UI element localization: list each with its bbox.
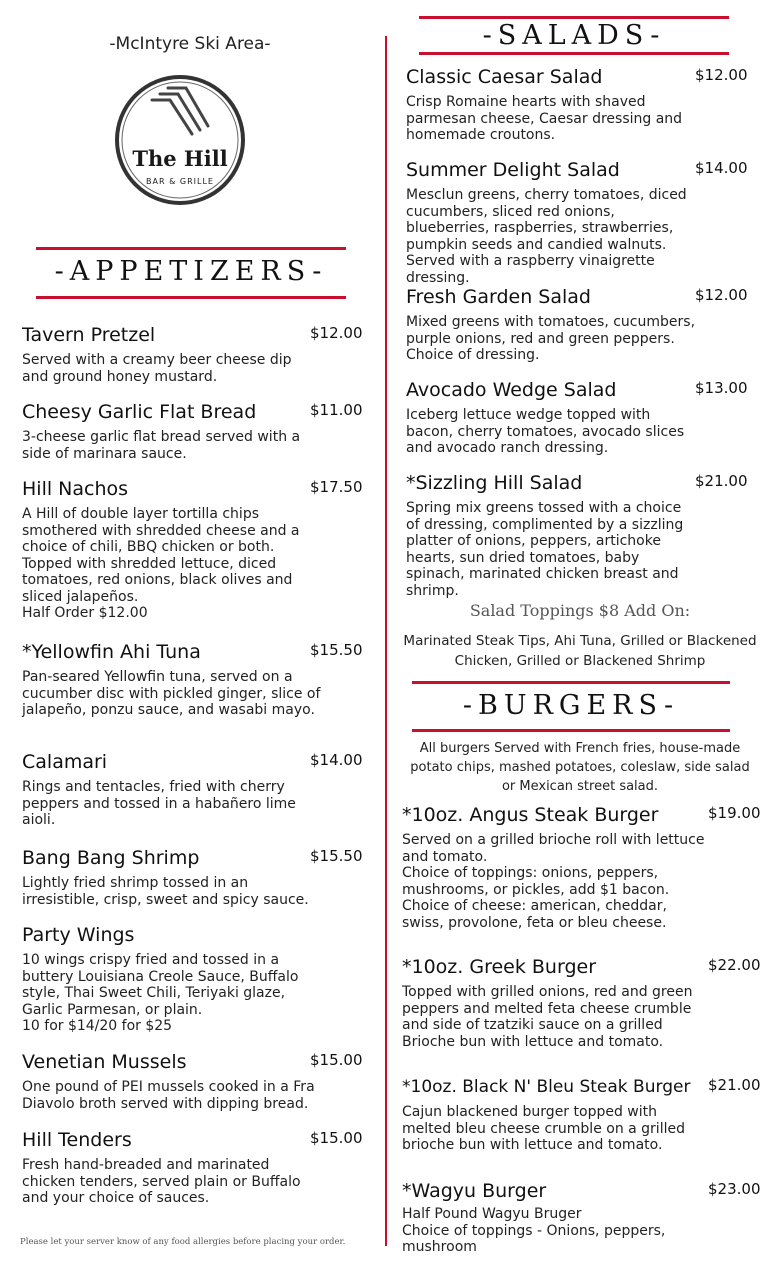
item-name: Bang Bang Shrimp xyxy=(22,847,200,869)
item-name: Venetian Mussels xyxy=(22,1051,187,1073)
item-price: $21.00 xyxy=(708,1076,761,1094)
item-price: $14.00 xyxy=(695,159,748,177)
item-extra: 10 for $14/20 for $25 xyxy=(22,1018,173,1034)
item-description: Fresh hand-breaded and marinated chicken tenders, served plain or Buffalo and your choice of sauces. xyxy=(22,1157,301,1206)
item-name: Cheesy Garlic Flat Bread xyxy=(22,401,257,423)
item-name: Hill Tenders xyxy=(22,1129,132,1151)
item-price: $13.00 xyxy=(695,379,748,397)
section-rule xyxy=(419,16,729,19)
menu-item xyxy=(22,1129,362,1207)
section-rule xyxy=(36,296,346,299)
menu-item xyxy=(22,1051,362,1112)
item-price: $15.00 xyxy=(310,1129,363,1147)
menu-item xyxy=(22,478,362,622)
item-description: Half Pound Wagyu Bruger xyxy=(402,1206,582,1222)
menu-item xyxy=(402,956,761,1050)
item-name: *10oz. Black N' Bleu Steak Burger xyxy=(402,1077,691,1097)
section-rule xyxy=(36,247,346,250)
logo xyxy=(110,64,250,214)
menu-item xyxy=(402,1076,761,1154)
item-price: $15.00 xyxy=(310,1051,363,1069)
item-description: Served on a grilled brioche roll with lettuce and tomato. xyxy=(402,832,705,865)
item-description: Mesclun greens, cherry tomatoes, diced cucumbers, sliced red onions, blueberries, raspberries, strawberries, pumpkin seeds and candied walnuts. Served with a raspberry vinaigrette dressing. xyxy=(406,187,687,286)
item-name: *Wagyu Burger xyxy=(402,1180,547,1202)
item-description: Crisp Romaine hearts with shaved parmesan cheese, Caesar dressing and homemade croutons. xyxy=(406,94,683,143)
item-price: $12.00 xyxy=(310,324,363,342)
menu-item xyxy=(406,286,746,364)
item-price: $14.00 xyxy=(310,751,363,769)
item-price: $12.00 xyxy=(695,286,748,304)
item-name: *10oz. Greek Burger xyxy=(402,956,597,978)
item-description: 3-cheese garlic flat bread served with a side of marinara sauce. xyxy=(22,429,301,462)
salad-toppings-list: Marinated Steak Tips, Ahi Tuna, Grilled or Blackened Chicken, Grilled or Blackened Shrimp xyxy=(403,633,757,669)
logo-circle-icon xyxy=(110,64,250,214)
burgers-note: All burgers Served with French fries, house-made potato chips, mashed potatoes, coleslaw, side salad or Mexican street salad. xyxy=(410,741,750,794)
item-name: Party Wings xyxy=(22,924,135,946)
venue-name: -McIntyre Ski Area- xyxy=(109,34,271,54)
section-rule xyxy=(412,729,730,732)
menu-item xyxy=(22,924,362,1035)
section-rule xyxy=(419,52,729,55)
item-price: $21.00 xyxy=(695,472,748,490)
item-name: Fresh Garden Salad xyxy=(406,286,591,308)
salads-title: -SALADS- xyxy=(482,20,666,51)
item-extra: Half Order $12.00 xyxy=(22,605,148,621)
menu-item xyxy=(406,472,746,599)
menu-item xyxy=(406,66,746,144)
menu-item xyxy=(402,1180,761,1256)
item-description: 10 wings crispy fried and tossed in a buttery Louisiana Creole Sauce, Buffalo style, Thai Sweet Chili, Teriyaki glaze, Garlic Parmesan, or plain. xyxy=(22,952,299,1018)
item-extra: Choice of toppings: onions, peppers, mushrooms, or pickles, add $1 bacon. Choice of cheese: american, cheddar, swiss, provolone, feta or bleu cheese. xyxy=(402,865,670,931)
item-price: $15.50 xyxy=(310,641,363,659)
menu-item xyxy=(22,847,362,908)
item-name: *Yellowfin Ahi Tuna xyxy=(22,641,201,663)
item-description: A Hill of double layer tortilla chips smothered with shredded cheese and a choice of chili, BBQ chicken or both. Topped with shredded lettuce, diced tomatoes, red onions, black olives and sliced jalapeños. xyxy=(22,506,300,605)
item-description: Lightly fried shrimp tossed in an irresistible, crisp, sweet and spicy sauce. xyxy=(22,875,309,908)
item-name: *10oz. Angus Steak Burger xyxy=(402,804,659,826)
item-description: Served with a creamy beer cheese dip and ground honey mustard. xyxy=(22,352,292,385)
item-price: $23.00 xyxy=(708,1180,761,1198)
allergy-note: Please let your server know of any food allergies before placing your order. xyxy=(20,1237,346,1247)
section-rule xyxy=(412,681,730,684)
burgers-title: -BURGERS- xyxy=(462,690,680,721)
menu-item xyxy=(402,804,761,931)
menu-item xyxy=(22,641,362,719)
item-description: Rings and tentacles, fried with cherry peppers and tossed in a habañero lime aioli. xyxy=(22,779,296,828)
logo-name: The Hill xyxy=(132,146,228,171)
item-description: Topped with grilled onions, red and green peppers and melted feta cheese crumble and side of tzatziki sauce on a grilled Brioche bun with lettuce and tomato. xyxy=(402,984,693,1050)
item-description: Pan-seared Yellowfin tuna, served on a cucumber disc with pickled ginger, slice of jalapeño, ponzu sauce, and wasabi mayo. xyxy=(22,669,321,718)
item-price: $12.00 xyxy=(695,66,748,84)
item-name: Calamari xyxy=(22,751,108,773)
item-name: Summer Delight Salad xyxy=(406,159,620,181)
item-price: $15.50 xyxy=(310,847,363,865)
menu-item xyxy=(406,379,746,457)
column-divider xyxy=(385,36,387,1246)
item-description: Cajun blackened burger topped with melted bleu cheese crumble on a grilled brioche bun with lettuce and tomato. xyxy=(402,1104,685,1153)
item-name: Classic Caesar Salad xyxy=(406,66,603,88)
item-price: $11.00 xyxy=(310,401,363,419)
item-description: Iceberg lettuce wedge topped with bacon, cherry tomatoes, avocado slices and avocado ranch dressing. xyxy=(406,407,685,456)
item-description: Mixed greens with tomatoes, cucumbers, purple onions, red and green peppers. Choice of dressing. xyxy=(406,314,696,363)
item-name: Hill Nachos xyxy=(22,478,129,500)
item-price: $17.50 xyxy=(310,478,363,496)
appetizers-title: -APPETIZERS- xyxy=(54,256,328,287)
item-extra: Choice of toppings - Onions, peppers, mushroom xyxy=(402,1222,666,1255)
item-price: $22.00 xyxy=(708,956,761,974)
item-description: Spring mix greens tossed with a choice of dressing, complimented by a sizzling platter of onions, peppers, artichoke hearts, sun dried tomatoes, baby spinach, marinated chicken breast and shrimp. xyxy=(406,500,684,599)
item-name: *Sizzling Hill Salad xyxy=(406,472,583,494)
menu-item xyxy=(22,401,362,462)
menu-item xyxy=(22,324,362,385)
item-name: Avocado Wedge Salad xyxy=(406,379,617,401)
item-price: $19.00 xyxy=(708,804,761,822)
item-description: One pound of PEI mussels cooked in a Fra Diavolo broth served with dipping bread. xyxy=(22,1079,315,1112)
salad-toppings-title: Salad Toppings $8 Add On: xyxy=(469,601,691,620)
menu-item xyxy=(22,751,362,829)
logo-subtitle: BAR & GRILLE xyxy=(146,177,214,186)
menu-item xyxy=(406,159,746,286)
item-name: Tavern Pretzel xyxy=(22,324,156,346)
